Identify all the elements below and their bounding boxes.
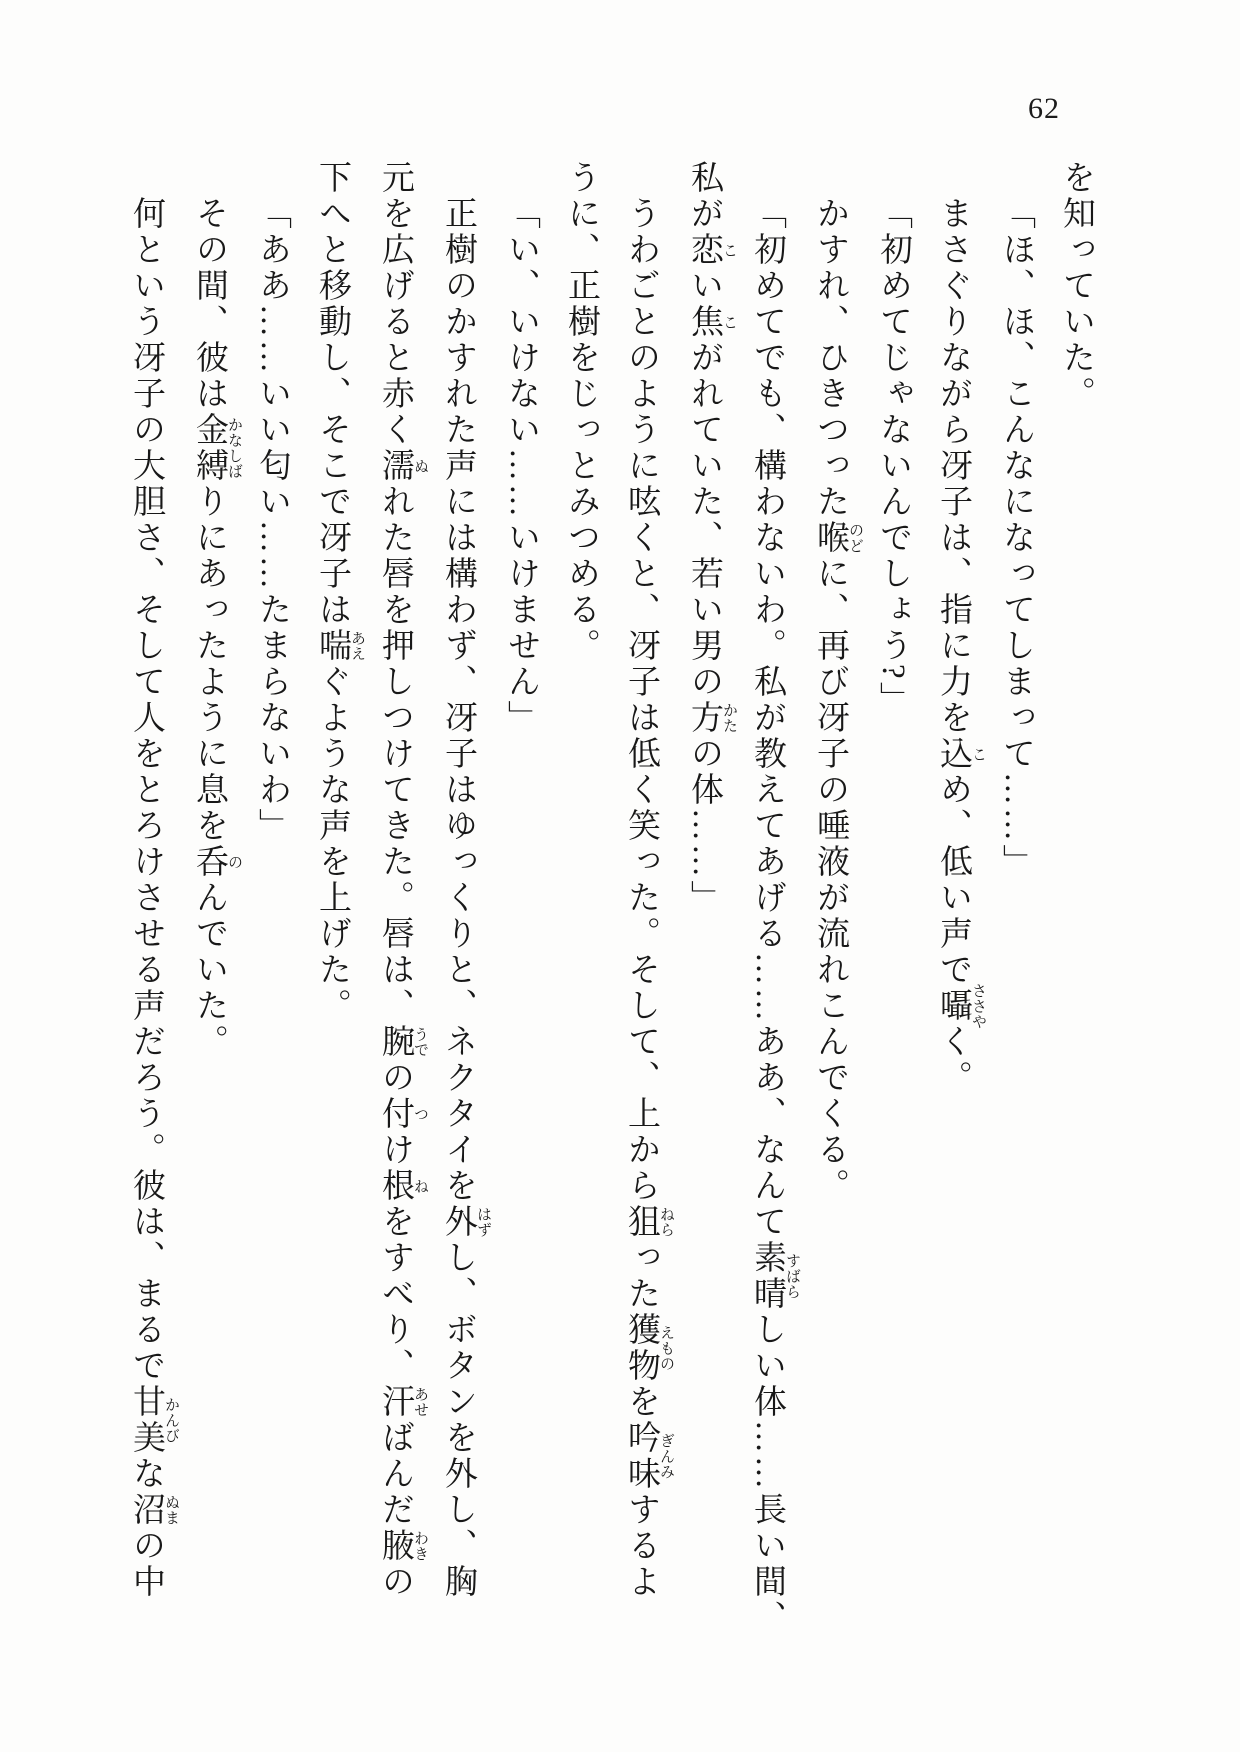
text-column: 「い、いけない……いけません」 [503,196,539,736]
text-column: その間、彼は金縛 かなしばりにあったように息を呑 のんでいた。 [191,196,242,1060]
text-column: 私が恋 こい焦 こがれていた、若い男の方 かたの体……」 [686,160,737,916]
ruby-annotated-text: 恋 こ [686,232,737,268]
page-number: 62 [1028,92,1060,125]
ruby-annotated-text: 喘 あえ [314,628,365,664]
text-column: かすれ、ひきつった喉 のどに、再び冴子の唾液が流れこんでくる。 [812,196,863,1204]
ruby-annotated-text: 沼 ぬま [128,1492,179,1528]
ruby-annotated-text: 吟味 ぎんみ [623,1420,674,1492]
ruby-annotated-text: 腋 わき [377,1528,428,1564]
text-column: 下へと移動し、そこで冴子は喘 あえぐような声を上げた。 [314,160,365,1024]
text-column: まさぐりながら冴子は、指に力を込 こめ、低い声で囁 ささやく。 [935,196,986,1096]
ruby-annotated-text: 甘美 かんび [128,1384,179,1456]
text-column: 何という冴子の大胆さ、そして人をとろけさせる声だろう。彼は、まるで甘美 かんびな沼 ぬまの中 [128,196,179,1600]
text-column: 「ほ、ほ、こんなになってしまって……」 [998,196,1034,880]
ruby-annotated-text: 金縛 かなしば [191,412,242,484]
ruby-annotated-text: 焦 こ [686,304,737,340]
ruby-annotated-text: 素晴 すばら [749,1240,800,1312]
ruby-annotated-text: 狙 ねら [623,1204,674,1240]
text-column: 「初めてでも、構わないわ。私が教えてあげる……ああ、なんて素晴 すばらしい体……長い間、 [749,196,800,1636]
ruby-annotated-text: 喉 のど [812,520,863,556]
text-column: 正樹のかすれた声には構わず、冴子はゆっくりと、ネクタイを外 はずし、ボタンを外し、胸 [440,196,491,1600]
text-column: うわごとのように呟くと、冴子は低く笑った。そして、上から狙 ねらった獲物 えものを吟味 ぎんみするよ [623,196,674,1600]
text-column: 「初めてじゃないんでしょう?」 [875,196,911,718]
ruby-annotated-text: 呑 の [191,844,242,880]
ruby-annotated-text: 根 ね [377,1168,428,1204]
ruby-annotated-text: 込 こ [935,736,986,772]
ruby-annotated-text: 方 かた [686,700,737,736]
ruby-annotated-text: 腕 うで [377,1024,428,1060]
text-column: うに、正樹をじっとみつめる。 [563,160,599,664]
text-column: 元を広げると赤く濡 ぬれた唇を押しつけてきた。唇は、腕 うでの付 つけ根 ねをすべり、汗 あせばんだ腋 わきの [377,160,428,1600]
ruby-annotated-text: 外 はず [440,1204,491,1240]
ruby-annotated-text: 汗 あせ [377,1384,428,1420]
ruby-annotated-text: 獲物 えもの [623,1312,674,1384]
vertical-text-block [116,160,1106,1695]
text-column: を知っていた。 [1058,160,1094,412]
ruby-annotated-text: 囁 ささや [935,982,986,1030]
ruby-annotated-text: 濡 ぬ [377,448,428,484]
ruby-annotated-text: 付 つ [377,1096,428,1132]
text-column: 「ああ……いい匂い……たまらないわ」 [254,196,290,844]
